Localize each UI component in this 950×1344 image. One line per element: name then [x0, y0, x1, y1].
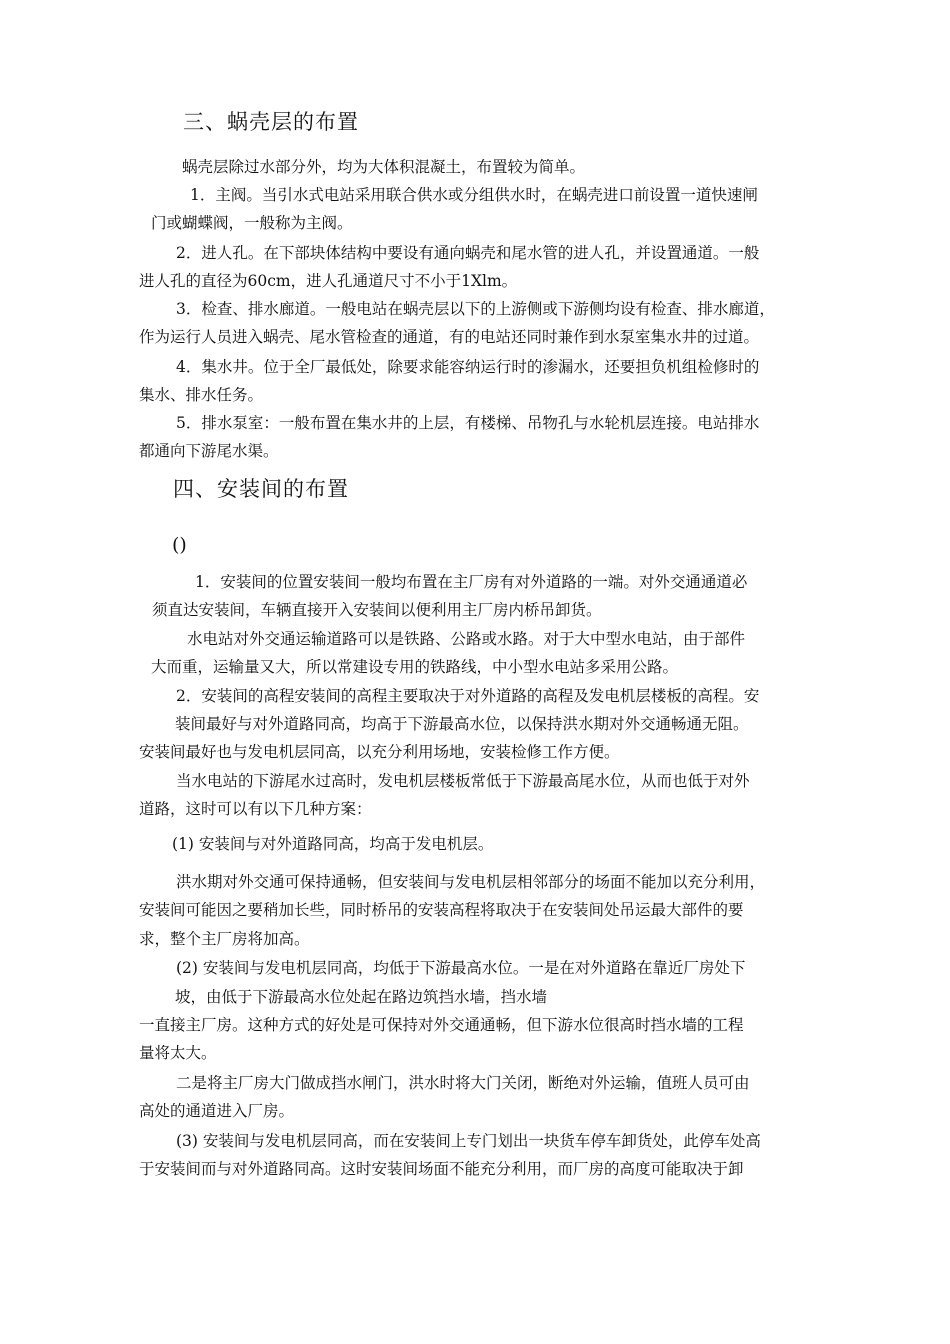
- section-4-heading: 四、安装间的布置: [173, 477, 349, 501]
- s3-item2-line1: 2．进人孔。在下部块体结构中要设有通向蜗壳和尾水管的进人孔，并设置通道。一般: [176, 244, 760, 262]
- s3-item4-line2: 集水、排水任务。: [139, 386, 264, 404]
- s4-paren: (): [172, 534, 187, 556]
- s3-item1-line2: 门或蝴蝶阀，一般称为主阀。: [151, 214, 353, 232]
- s4-option1-para-line1: 洪水期对外交通可保持通畅，但安装间与发电机层相邻部分的场面不能加以充分利用，: [176, 873, 766, 891]
- s4-transport-line2: 大而重，运输量又大，所以常建设专用的铁路线，中小型水电站多采用公路。: [151, 658, 679, 676]
- s4-item2-line1: 2．安装间的高程安装间的高程主要取决于对外道路的高程及发电机层楼板的高程。安: [176, 687, 760, 705]
- s4-item2-line3: 安装间最好也与发电机层同高，以充分利用场地，安装检修工作方便。: [139, 743, 620, 761]
- s4-tail-line1: 当水电站的下游尾水过高时，发电机层楼板常低于下游最高尾水位，从而也低于对外: [176, 772, 750, 790]
- s3-item5-line2: 都通向下游尾水渠。: [139, 442, 279, 460]
- s4-option2-alt-line2: 高处的通道进入厂房。: [139, 1102, 295, 1120]
- s4-option1-para-line3: 求，整个主厂房将加高。: [139, 930, 310, 948]
- s3-item2-line2: 进人孔的直径为60cm，进人孔通道尺寸不小于1Xlm。: [139, 272, 518, 290]
- s4-option2-alt-line1: 二是将主厂房大门做成挡水闸门，洪水时将大门关闭，断绝对外运输，值班人员可由: [176, 1074, 750, 1092]
- s4-option1-para-line2: 安装间可能因之要稍加长些，同时桥吊的安装高程将取决于在安装间处吊运最大部件的要: [139, 901, 744, 919]
- s3-item1-line1: 1．主阀。当引水式电站采用联合供水或分组供水时，在蜗壳进口前设置一道快速闸: [190, 186, 758, 204]
- s4-option2-line4: 量将太大。: [139, 1044, 217, 1062]
- s4-option2-line2: 坡，由低于下游最高水位处起在路边筑挡水墙，挡水墙: [175, 988, 548, 1006]
- s3-item3-line1: 3．检查、排水廊道。一般电站在蜗壳层以下的上游侧或下游侧均设有检查、排水廊道，: [176, 300, 775, 318]
- s4-option3-line1: (3) 安装间与发电机层同高，而在安装间上专门划出一块货车停车卸货处，此停车处高: [176, 1132, 761, 1150]
- s4-option2-line3: 一直接主厂房。这种方式的好处是可保持对外交通通畅，但下游水位很高时挡水墙的工程: [139, 1016, 744, 1034]
- s4-item1-line1: 1．安装间的位置安装间一般均布置在主厂房有对外道路的一端。对外交通通道必: [195, 573, 748, 591]
- s4-tail-line2: 道路，这时可以有以下几种方案：: [139, 800, 372, 818]
- s3-intro: 蜗壳层除过水部分外，均为大体积混凝土，布置较为简单。: [182, 158, 586, 176]
- s4-item2-line2: 装间最好与对外道路同高，均高于下游最高水位，以保持洪水期对外交通畅通无阻。: [175, 715, 749, 733]
- s3-item4-line1: 4．集水井。位于全厂最低处，除要求能容纳运行时的渗漏水，还要担负机组检修时的: [176, 358, 760, 376]
- s4-option3-line2: 于安装间而与对外道路同高。这时安装间场面不能充分利用，而厂房的高度可能取决于卸: [139, 1160, 744, 1178]
- s3-item5-line1: 5．排水泵室：一般布置在集水井的上层，有楼梯、吊物孔与水轮机层连接。电站排水: [176, 414, 760, 432]
- s4-item1-line2: 须直达安装间，车辆直接开入安装间以便利用主厂房内桥吊卸货。: [152, 601, 602, 619]
- s4-transport-line1: 水电站对外交通运输道路可以是铁路、公路或水路。对于大中型水电站，由于部件: [187, 630, 746, 648]
- s4-option2-line1: (2) 安装间与发电机层同高，均低于下游最高水位。一是在对外道路在靠近厂房处下: [176, 959, 746, 977]
- s3-item3-line2: 作为运行人员进入蜗壳、尾水管检查的通道，有的电站还同时兼作到水泵室集水井的过道。: [139, 328, 760, 346]
- s4-option1: (1) 安装间与对外道路同高，均高于发电机层。: [172, 835, 494, 853]
- section-3-heading: 三、蜗壳层的布置: [183, 110, 359, 134]
